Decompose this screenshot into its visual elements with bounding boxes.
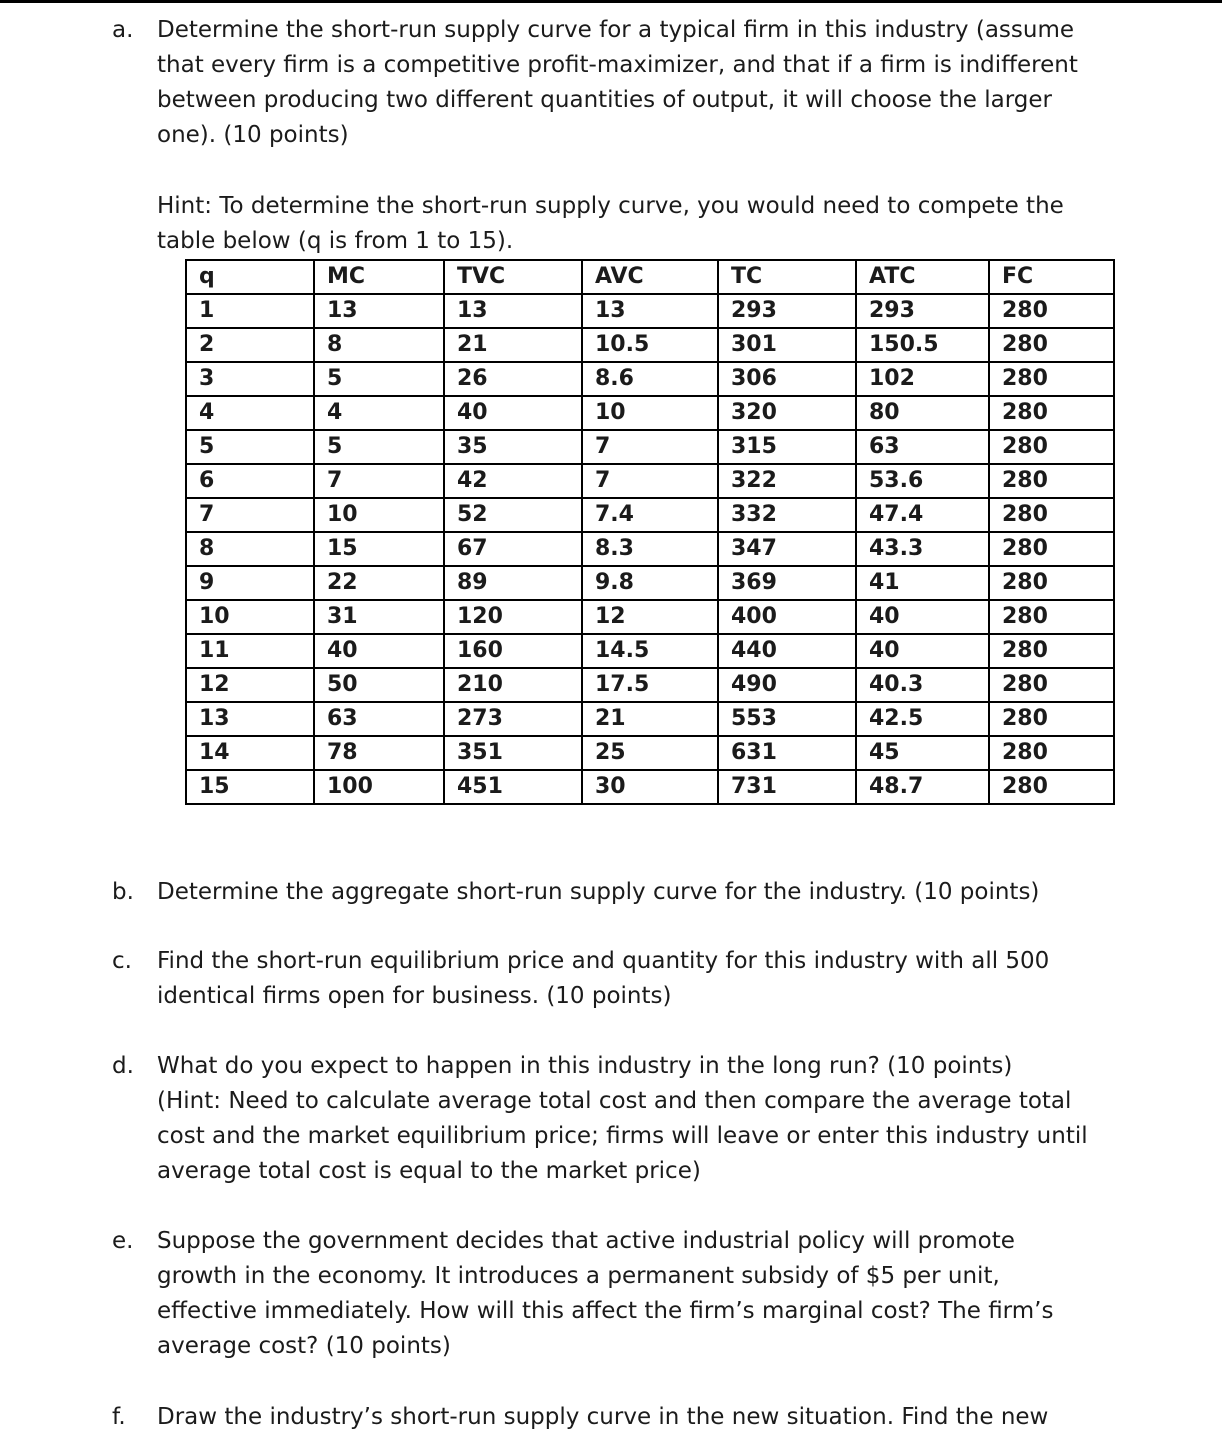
top-rule — [0, 0, 1222, 3]
question-a-line: Determine the short-run supply curve for a typical firm in this industry (assume — [157, 17, 1075, 43]
cell-tc: 293 — [718, 294, 856, 328]
cell-tc: 400 — [718, 600, 856, 634]
header-q: q — [186, 260, 314, 294]
question-e-text — [157, 1224, 1053, 1364]
cell-atc: 40 — [856, 634, 989, 668]
cell-fc: 280 — [989, 668, 1114, 702]
cell-atc: 40 — [856, 600, 989, 634]
table-row — [186, 600, 1114, 634]
question-c-line: Find the short-run equilibrium price and quantity for this industry with all 500 — [157, 948, 1050, 974]
cell-avc: 14.5 — [582, 634, 718, 668]
cell-tc: 320 — [718, 396, 856, 430]
question-d-line: What do you expect to happen in this industry in the long run? (10 points) — [157, 1053, 1013, 1079]
header-tc: TC — [718, 260, 856, 294]
cell-atc: 41 — [856, 566, 989, 600]
cell-fc: 280 — [989, 294, 1114, 328]
question-a-line: between producing two different quantities of output, it will choose the larger — [157, 87, 1052, 113]
cell-atc: 42.5 — [856, 702, 989, 736]
cell-mc: 63 — [314, 702, 444, 736]
question-d-line: average total cost is equal to the market price) — [157, 1158, 701, 1184]
cell-fc: 280 — [989, 770, 1114, 804]
cell-atc: 40.3 — [856, 668, 989, 702]
cell-tc: 315 — [718, 430, 856, 464]
cell-tvc: 273 — [444, 702, 582, 736]
cell-atc: 48.7 — [856, 770, 989, 804]
cell-atc: 63 — [856, 430, 989, 464]
cell-fc: 280 — [989, 634, 1114, 668]
question-e-line: growth in the economy. It introduces a permanent subsidy of $5 per unit, — [157, 1263, 1000, 1289]
cell-tvc: 52 — [444, 498, 582, 532]
cell-tvc: 89 — [444, 566, 582, 600]
cell-tc: 631 — [718, 736, 856, 770]
cell-mc: 22 — [314, 566, 444, 600]
cell-atc: 43.3 — [856, 532, 989, 566]
cell-mc: 100 — [314, 770, 444, 804]
question-d-text — [157, 1049, 1088, 1189]
cell-avc: 10.5 — [582, 328, 718, 362]
cell-tvc: 451 — [444, 770, 582, 804]
cell-avc: 12 — [582, 600, 718, 634]
cell-atc: 45 — [856, 736, 989, 770]
cell-tc: 322 — [718, 464, 856, 498]
cost-table-body — [186, 294, 1114, 804]
cell-q: 15 — [186, 770, 314, 804]
cell-avc: 7 — [582, 464, 718, 498]
question-e-marker: e. — [112, 1228, 134, 1254]
cell-tvc: 35 — [444, 430, 582, 464]
cell-avc: 30 — [582, 770, 718, 804]
header-atc: ATC — [856, 260, 989, 294]
cell-fc: 280 — [989, 464, 1114, 498]
cell-q: 14 — [186, 736, 314, 770]
table-row — [186, 328, 1114, 362]
cell-tc: 440 — [718, 634, 856, 668]
cell-q: 8 — [186, 532, 314, 566]
question-d-line: cost and the market equilibrium price; firms will leave or enter this industry until — [157, 1123, 1088, 1149]
table-row — [186, 294, 1114, 328]
hint-line: table below (q is from 1 to 15). — [157, 228, 514, 254]
header-fc: FC — [989, 260, 1114, 294]
question-d-marker: d. — [112, 1053, 134, 1079]
cell-q: 13 — [186, 702, 314, 736]
cell-q: 4 — [186, 396, 314, 430]
question-f-text — [157, 1400, 1048, 1435]
table-row — [186, 362, 1114, 396]
cell-mc: 5 — [314, 362, 444, 396]
cell-q: 7 — [186, 498, 314, 532]
cell-atc: 293 — [856, 294, 989, 328]
table-row — [186, 668, 1114, 702]
cell-tvc: 21 — [444, 328, 582, 362]
cell-mc: 10 — [314, 498, 444, 532]
cell-fc: 280 — [989, 498, 1114, 532]
question-e-line: effective immediately. How will this affect the firm’s marginal cost? The firm’s — [157, 1298, 1054, 1324]
cell-atc: 150.5 — [856, 328, 989, 362]
cell-tc: 332 — [718, 498, 856, 532]
cell-q: 10 — [186, 600, 314, 634]
cell-mc: 13 — [314, 294, 444, 328]
cell-tc: 553 — [718, 702, 856, 736]
cell-tvc: 42 — [444, 464, 582, 498]
cell-atc: 53.6 — [856, 464, 989, 498]
table-row — [186, 464, 1114, 498]
cell-mc: 50 — [314, 668, 444, 702]
cell-tc: 490 — [718, 668, 856, 702]
cell-fc: 280 — [989, 328, 1114, 362]
cell-tvc: 67 — [444, 532, 582, 566]
cell-tvc: 120 — [444, 600, 582, 634]
table-row — [186, 770, 1114, 804]
question-c-marker: c. — [112, 948, 132, 974]
cell-mc: 8 — [314, 328, 444, 362]
cell-fc: 280 — [989, 396, 1114, 430]
cell-fc: 280 — [989, 566, 1114, 600]
table-header-row — [186, 260, 1114, 294]
cost-table — [185, 259, 1115, 805]
cell-mc: 5 — [314, 430, 444, 464]
cell-fc: 280 — [989, 362, 1114, 396]
cell-tvc: 26 — [444, 362, 582, 396]
table-row — [186, 430, 1114, 464]
question-a-line: that every firm is a competitive profit-maximizer, and that if a firm is indifferent — [157, 52, 1078, 78]
question-e-line: average cost? (10 points) — [157, 1333, 451, 1359]
table-row — [186, 566, 1114, 600]
hint-line: Hint: To determine the short-run supply curve, you would need to compete the — [157, 193, 1064, 219]
cell-avc: 10 — [582, 396, 718, 430]
question-b-line: Determine the aggregate short-run supply curve for the industry. (10 points) — [157, 879, 1040, 905]
table-row — [186, 532, 1114, 566]
cell-atc: 47.4 — [856, 498, 989, 532]
cell-avc: 21 — [582, 702, 718, 736]
cell-mc: 31 — [314, 600, 444, 634]
cell-tvc: 351 — [444, 736, 582, 770]
cell-mc: 15 — [314, 532, 444, 566]
cell-mc: 7 — [314, 464, 444, 498]
question-a-line: one). (10 points) — [157, 122, 349, 148]
cell-atc: 102 — [856, 362, 989, 396]
cell-avc: 7.4 — [582, 498, 718, 532]
cell-tvc: 210 — [444, 668, 582, 702]
question-d-line: (Hint: Need to calculate average total cost and then compare the average total — [157, 1088, 1072, 1114]
cell-avc: 8.3 — [582, 532, 718, 566]
cell-atc: 80 — [856, 396, 989, 430]
cell-fc: 280 — [989, 702, 1114, 736]
cell-tc: 347 — [718, 532, 856, 566]
cell-tc: 301 — [718, 328, 856, 362]
cell-tc: 369 — [718, 566, 856, 600]
cell-avc: 9.8 — [582, 566, 718, 600]
cell-q: 6 — [186, 464, 314, 498]
cell-fc: 280 — [989, 600, 1114, 634]
cell-avc: 8.6 — [582, 362, 718, 396]
question-a-text — [157, 13, 1078, 153]
cell-q: 3 — [186, 362, 314, 396]
question-b-marker: b. — [112, 879, 134, 905]
header-mc: MC — [314, 260, 444, 294]
cell-avc: 13 — [582, 294, 718, 328]
question-f-marker: f. — [112, 1404, 126, 1430]
cell-q: 9 — [186, 566, 314, 600]
question-e-line: Suppose the government decides that active industrial policy will promote — [157, 1228, 1015, 1254]
cell-q: 12 — [186, 668, 314, 702]
hint-text — [157, 189, 1064, 259]
table-row — [186, 702, 1114, 736]
cell-avc: 25 — [582, 736, 718, 770]
cell-fc: 280 — [989, 736, 1114, 770]
question-c-line: identical firms open for business. (10 points) — [157, 983, 672, 1009]
cell-tvc: 160 — [444, 634, 582, 668]
cell-fc: 280 — [989, 532, 1114, 566]
question-c-text — [157, 944, 1049, 1014]
question-a-marker: a. — [112, 17, 134, 43]
cell-tc: 731 — [718, 770, 856, 804]
cell-mc: 40 — [314, 634, 444, 668]
question-f-line: Draw the industry’s short-run supply curve in the new situation. Find the new — [157, 1404, 1049, 1430]
cell-tc: 306 — [718, 362, 856, 396]
cell-fc: 280 — [989, 430, 1114, 464]
table-row — [186, 736, 1114, 770]
table-row — [186, 396, 1114, 430]
header-tvc: TVC — [444, 260, 582, 294]
table-row — [186, 498, 1114, 532]
cell-tvc: 13 — [444, 294, 582, 328]
cell-q: 1 — [186, 294, 314, 328]
header-avc: AVC — [582, 260, 718, 294]
cell-mc: 78 — [314, 736, 444, 770]
cell-avc: 17.5 — [582, 668, 718, 702]
cell-q: 5 — [186, 430, 314, 464]
table-row — [186, 634, 1114, 668]
cell-q: 2 — [186, 328, 314, 362]
question-b-text — [157, 875, 1039, 910]
cell-mc: 4 — [314, 396, 444, 430]
cell-avc: 7 — [582, 430, 718, 464]
cell-q: 11 — [186, 634, 314, 668]
cell-tvc: 40 — [444, 396, 582, 430]
